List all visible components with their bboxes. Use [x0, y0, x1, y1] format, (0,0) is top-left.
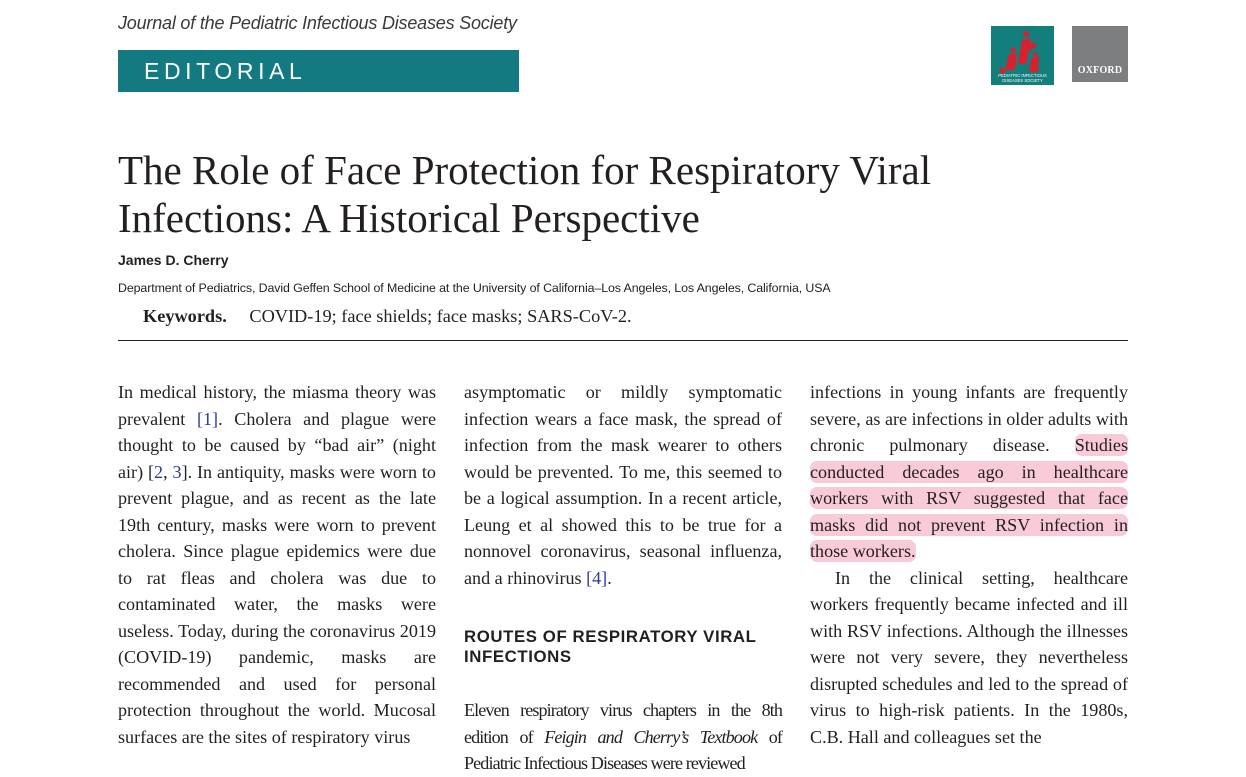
text-run: , [163, 461, 173, 482]
text-run: . [607, 567, 612, 588]
section-banner: EDITORIAL COMMENTARY [118, 50, 519, 92]
paragraph [810, 379, 1128, 565]
paragraph [118, 379, 436, 750]
svg-text:DISEASES SOCIETY: DISEASES SOCIETY [1002, 78, 1043, 83]
author-affiliation: Department of Pediatrics, David Geffen School of Medicine at the University of California–Los Angeles, Los Angeles, California, USA [118, 281, 831, 295]
body-column-2 [464, 379, 782, 777]
text-run: . Cholera and plague were thought to be caused by “bad air” (night air) [ [118, 408, 436, 482]
body-column-1 [118, 379, 436, 750]
title-line-1: The Role of Face Protection for Respiratory Viral [118, 147, 932, 193]
paragraph [464, 379, 782, 591]
reference-link[interactable]: [1] [196, 408, 219, 429]
text-run: Eleven respiratory virus chapters in the 8th edition of [464, 700, 782, 747]
society-logo-emblem-icon [991, 26, 1054, 85]
section-heading: ROUTES OF RESPIRATORY VIRAL INFECTIONS [464, 627, 757, 666]
paragraph: In the clinical setting, healthcare workers frequently became infected and ill with RSV infections. Although the illnesses were not very severe, they nevertheless disrupted schedules and led to the spread of virus to high-risk patients. In the 1980s, C.B. Hall and colleagues set the [810, 567, 1128, 747]
journal-name: Journal of the Pediatric Infectious Diseases Society [118, 13, 517, 33]
society-logo [991, 26, 1054, 85]
text-run: ]. In antiquity, masks were worn to prevent plague, and as recent as the late 19th century, masks were worn to prevent cholera. Since plague epidemics were due to rat fleas and cholera was due to contaminated water, the masks were useless. Today, during the coronavirus 2019 (COVID-19) pandemic, masks are recommended and used for personal protection throughout the world. Mucosal surfaces are the sites of respiratory virus [118, 461, 436, 747]
text-run: asymptomatic or mildly symptomatic infection wears a face mask, the spread of infection from the mask wearer to others would be prevented. To me, this seemed to be a logical assumption. In a recent article, Leung et al showed this to be true for a nonnovel coronavirus, seasonal influenza, and a rhinovirus [464, 382, 782, 588]
keywords-list: COVID-19; face shields; face masks; SARS-CoV-2. [249, 306, 632, 326]
highlighted-text[interactable]: Studies conducted decades ago in healthcare workers with RSV suggested that face masks did not prevent RSV infection in those workers. [810, 435, 1128, 561]
reference-link[interactable]: 3 [172, 461, 182, 482]
keywords-line [143, 306, 632, 327]
publisher-logo [1072, 26, 1128, 82]
paragraph [464, 697, 782, 777]
header-divider [118, 340, 1128, 341]
article-title [118, 146, 1018, 242]
reference-link[interactable]: 2 [154, 461, 164, 482]
keywords-label: Keywords. [143, 306, 227, 326]
publisher-logo-text: OXFORD [1077, 65, 1123, 76]
title-line-2: Infections: A Historical Perspective [118, 195, 700, 241]
svg-text:PEDIATRIC INFECTIOUS: PEDIATRIC INFECTIOUS [998, 73, 1047, 78]
text-run: infections in young infants are frequently severe, as are infections in older adults with chronic pulmonary disease. [810, 382, 1128, 455]
reference-link[interactable]: [4] [586, 567, 608, 588]
body-column-3 [810, 379, 1128, 750]
italic-book-title: Feigin and Cherry’s Textbook [544, 726, 758, 747]
author-name: James D. Cherry [118, 252, 229, 268]
text-run: of Pediatric Infectious Diseases were reviewed [464, 726, 782, 773]
text-run: In medical history, the miasma theory was prevalent [118, 382, 436, 429]
